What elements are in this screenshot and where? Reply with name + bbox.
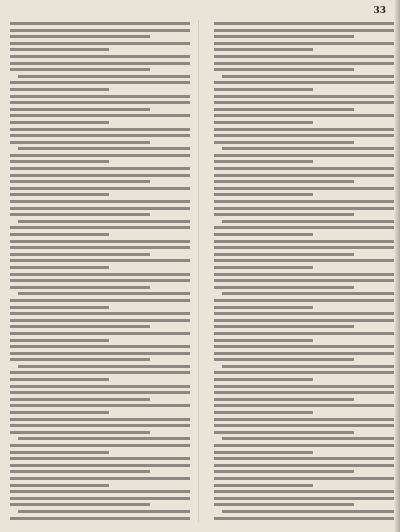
text-line: [222, 510, 394, 513]
text-line: [10, 279, 190, 282]
text-line: [10, 464, 190, 467]
text-line: [10, 226, 190, 229]
text-line: [214, 444, 394, 447]
text-line: [214, 128, 394, 131]
text-line: [214, 477, 394, 480]
text-line: [214, 101, 394, 104]
text-line: [214, 503, 354, 506]
text-line: [10, 411, 109, 414]
column-divider: [198, 20, 199, 522]
text-line: [214, 134, 394, 137]
text-line: [214, 207, 394, 210]
text-line: [10, 332, 190, 335]
text-line: [222, 147, 394, 150]
text-line: [214, 398, 354, 401]
text-line: [10, 48, 109, 51]
text-line: [214, 121, 313, 124]
text-line: [214, 226, 394, 229]
text-line: [214, 391, 394, 394]
text-line: [214, 141, 354, 144]
text-line: [10, 55, 190, 58]
text-line: [10, 29, 190, 32]
text-line: [10, 319, 190, 322]
text-line: [10, 259, 190, 262]
text-line: [214, 306, 313, 309]
text-line: [214, 200, 394, 203]
text-line: [10, 477, 190, 480]
text-line: [10, 246, 190, 249]
text-line: [10, 345, 190, 348]
text-line: [214, 48, 313, 51]
text-line: [10, 88, 109, 91]
text-line: [10, 286, 150, 289]
text-line: [18, 365, 190, 368]
text-line: [10, 457, 190, 460]
text-line: [10, 68, 150, 71]
text-line: [214, 451, 313, 454]
text-line: [10, 193, 109, 196]
text-line: [10, 253, 150, 256]
text-line: [214, 108, 354, 111]
text-line: [214, 240, 394, 243]
text-line: [10, 81, 190, 84]
text-line: [214, 279, 394, 282]
text-line: [10, 451, 109, 454]
text-line: [10, 114, 190, 117]
text-line: [214, 517, 394, 520]
text-line: [10, 42, 190, 45]
text-line: [214, 29, 394, 32]
text-line: [214, 457, 394, 460]
text-line: [214, 95, 394, 98]
text-line: [10, 35, 150, 38]
text-line: [214, 431, 354, 434]
text-line: [214, 312, 394, 315]
text-line: [10, 418, 190, 421]
text-column-right: [214, 22, 394, 523]
text-line: [10, 101, 190, 104]
text-line: [10, 371, 190, 374]
text-line: [10, 62, 190, 65]
text-line: [214, 484, 313, 487]
text-line: [10, 444, 190, 447]
text-line: [214, 68, 354, 71]
text-line: [214, 490, 394, 493]
text-line: [214, 246, 394, 249]
text-line: [214, 233, 313, 236]
text-line: [10, 187, 190, 190]
text-line: [214, 81, 394, 84]
text-line: [214, 187, 394, 190]
text-line: [10, 174, 190, 177]
text-line: [10, 503, 150, 506]
text-line: [214, 411, 313, 414]
text-line: [10, 108, 150, 111]
text-line: [214, 418, 394, 421]
page-edge-shadow: [394, 0, 400, 532]
text-line: [10, 180, 150, 183]
text-line: [214, 385, 394, 388]
text-line: [10, 517, 190, 520]
text-line: [10, 352, 190, 355]
text-line: [214, 253, 354, 256]
text-line: [214, 352, 394, 355]
text-line: [10, 200, 190, 203]
page-number: 33: [373, 6, 386, 16]
text-line: [214, 404, 394, 407]
text-line: [214, 180, 354, 183]
text-line: [10, 385, 190, 388]
text-line: [214, 497, 394, 500]
text-line: [10, 160, 109, 163]
text-line: [18, 220, 190, 223]
text-line: [214, 174, 394, 177]
text-line: [214, 371, 394, 374]
text-line: [10, 121, 109, 124]
text-line: [10, 213, 150, 216]
text-line: [214, 358, 354, 361]
text-line: [214, 266, 313, 269]
text-line: [10, 167, 190, 170]
text-line: [214, 464, 394, 467]
text-line: [10, 490, 190, 493]
text-line: [10, 128, 190, 131]
text-line: [10, 154, 190, 157]
text-line: [222, 437, 394, 440]
text-line: [18, 292, 190, 295]
text-line: [214, 332, 394, 335]
text-line: [10, 312, 190, 315]
text-line: [214, 42, 394, 45]
text-line: [214, 154, 394, 157]
text-line: [10, 484, 109, 487]
text-line: [222, 365, 394, 368]
text-line: [10, 424, 190, 427]
text-line: [214, 22, 394, 25]
text-line: [10, 306, 109, 309]
text-line: [10, 470, 150, 473]
text-line: [214, 55, 394, 58]
text-line: [214, 424, 394, 427]
text-line: [222, 292, 394, 295]
text-line: [214, 62, 394, 65]
text-line: [222, 220, 394, 223]
text-line: [10, 404, 190, 407]
text-line: [214, 193, 313, 196]
text-line: [10, 398, 150, 401]
text-line: [214, 339, 313, 342]
text-line: [214, 114, 394, 117]
text-line: [214, 35, 354, 38]
text-line: [10, 233, 109, 236]
text-line: [10, 325, 150, 328]
text-line: [10, 240, 190, 243]
text-line: [10, 95, 190, 98]
text-line: [18, 75, 190, 78]
text-line: [10, 358, 150, 361]
text-line: [214, 259, 394, 262]
text-line: [214, 213, 354, 216]
text-line: [10, 134, 190, 137]
text-line: [214, 88, 313, 91]
text-line: [214, 299, 394, 302]
text-line: [10, 207, 190, 210]
text-line: [10, 22, 190, 25]
text-line: [214, 286, 354, 289]
text-line: [10, 299, 190, 302]
text-line: [10, 497, 190, 500]
text-line: [214, 167, 394, 170]
text-line: [10, 273, 190, 276]
text-line: [10, 431, 150, 434]
text-line: [214, 470, 354, 473]
text-line: [10, 141, 150, 144]
text-line: [222, 75, 394, 78]
text-line: [214, 378, 313, 381]
text-line: [214, 160, 313, 163]
text-line: [10, 339, 109, 342]
text-line: [18, 437, 190, 440]
text-line: [214, 273, 394, 276]
text-line: [18, 147, 190, 150]
text-line: [214, 345, 394, 348]
text-line: [214, 325, 354, 328]
text-line: [214, 319, 394, 322]
text-line: [10, 391, 190, 394]
text-line: [10, 378, 109, 381]
text-column-left: [10, 22, 190, 523]
text-line: [18, 510, 190, 513]
text-line: [10, 266, 109, 269]
